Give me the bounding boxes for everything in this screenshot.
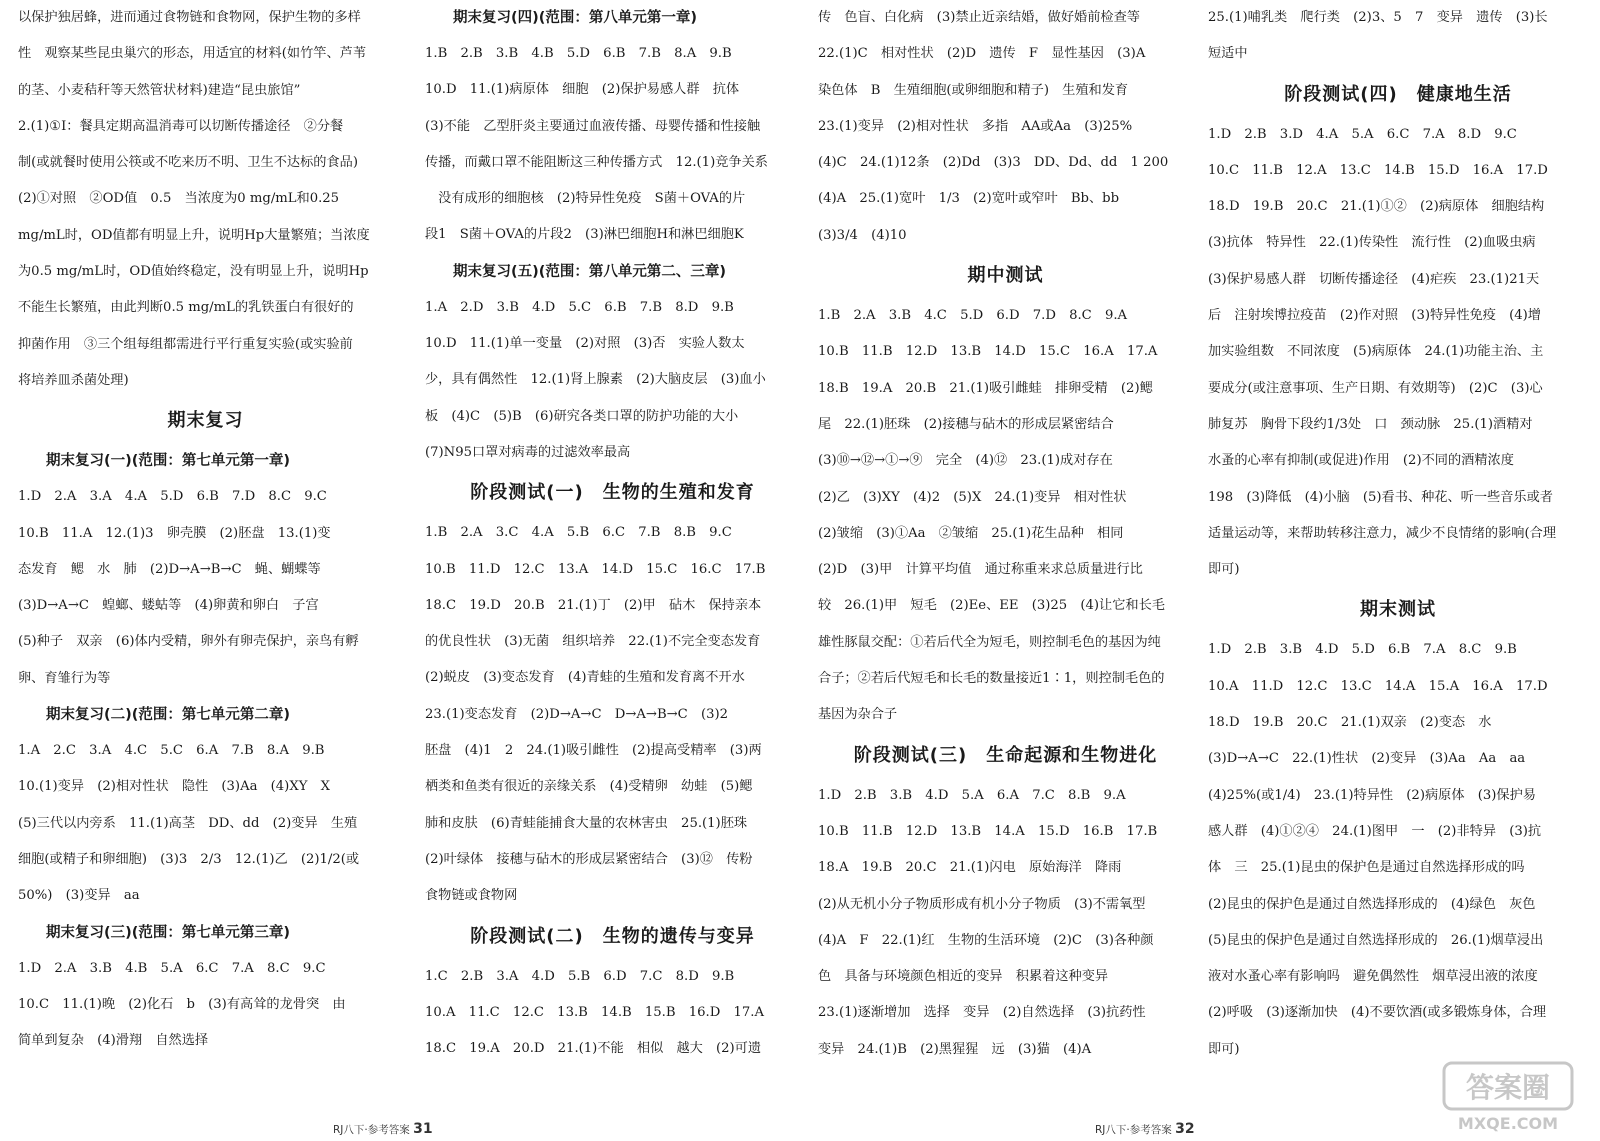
answer-line: 将培养皿杀菌处理) (18, 372, 129, 388)
answer-line: 合子；②若后代短毛和长毛的数量接近1∶1，则控制毛色的 (818, 671, 1165, 687)
answer-line: (5)三代以内旁系 11.(1)高茎 DD、dd (2)变异 生殖 (18, 815, 358, 831)
page-number: 32 (1175, 1121, 1195, 1137)
answer-line: 的优良性状 (3)无菌 组织培养 22.(1)不完全变态发育 (425, 634, 761, 650)
answer-line: 抑菌作用 ③三个组每组都需进行平行重复实验(或实验前 (18, 336, 353, 352)
answer-line: 的茎、小麦秸秆等天然管状材料)建造“昆虫旅馆” (18, 82, 301, 98)
answer-line: 传 色盲、白化病 (3)禁止近亲结婚，做好婚前检查等 (818, 10, 1140, 25)
answer-line: 雄性豚鼠交配：①若后代全为短毛，则控制毛色的基因为纯 (818, 634, 1161, 650)
answer-line: 10.B 11.D 12.C 13.A 14.D 15.C 16.C 17.B (425, 561, 766, 577)
answer-column-1 (18, 0, 393, 1141)
answer-line: (3)D→A→C 22.(1)性状 (2)变异 (3)Aa Aa aa (1208, 751, 1526, 767)
answer-line: 液对水蚤心率有影响吗 避免偶然性 烟草浸出液的浓度 (1208, 969, 1538, 985)
review-4-title: 期末复习(四)(范围：第八单元第一章) (453, 10, 698, 26)
answer-line: 1.A 2.C 3.A 4.C 5.C 6.A 7.B 8.A 9.B (18, 743, 325, 759)
stage-test-3-title: 阶段测试(三) 生命起源和生物进化 (853, 744, 1158, 766)
answer-line: (3)不能 乙型肝炎主要通过血液传播、母婴传播和性接触 (425, 118, 761, 134)
review-2-title: 期末复习(二)(范围：第七单元第二章) (46, 707, 291, 724)
answer-line: 体 三 25.(1)昆虫的保护色是通过自然选择形成的吗 (1208, 860, 1525, 876)
answer-line: 传播，而戴口罩不能阻断这三种传播方式 12.(1)竞争关系 (425, 154, 768, 170)
answer-line: 10.A 11.D 12.C 13.C 14.A 15.A 16.A 17.D (1208, 678, 1548, 694)
answer-line: (4)A 25.(1)宽叶 1/3 (2)宽叶或窄叶 Bb、bb (818, 191, 1120, 207)
answer-line: 10.B 11.B 12.D 13.B 14.A 15.D 16.B 17.B (818, 823, 1158, 839)
answer-line: 水蚤的心率有抑制(或促进)作用 (2)不同的酒精浓度 (1208, 453, 1514, 469)
page-number: 31 (413, 1121, 433, 1137)
watermark-logo (1438, 1057, 1578, 1137)
watermark-url: MXQE.COM (1457, 1114, 1559, 1133)
page-footer-right (1095, 1121, 1195, 1137)
answer-line: 段1 S菌＋OVA的片段2 (3)淋巴细胞H和淋巴细胞K (425, 227, 744, 243)
answer-line: (5)种子 双亲 (6)体内受精，卵外有卵壳保护，亲鸟有孵 (18, 634, 359, 650)
answer-line: (4)25%(或1/4) 23.(1)特异性 (2)病原体 (3)保护易 (1208, 787, 1536, 803)
page-footer-left (333, 1121, 433, 1137)
footer-label: RJ八下·参考答案 (333, 1124, 410, 1136)
answer-column-4 (1208, 0, 1588, 1141)
answer-line: 18.B 19.A 20.B 21.(1)吸引雌蛙 排卵受精 (2)鳃 (818, 380, 1153, 396)
answer-line: 1.B 2.B 3.B 4.B 5.D 6.B 7.B 8.A 9.B (425, 46, 732, 61)
answer-line: 性 观察某些昆虫巢穴的形态，用适宜的材料(如竹竿、芦苇 (18, 46, 367, 62)
answer-line: 18.C 19.D 20.B 21.(1)丁 (2)甲 砧木 保持亲本 (425, 597, 762, 613)
answer-line: 2.(1)①Ⅰ：餐具定期高温消毒可以切断传播途径 ②分餐 (18, 118, 344, 134)
stage-test-2-title: 阶段测试(二) 生物的遗传与变异 (470, 925, 755, 947)
answer-line: 卵、育雏行为等 (18, 670, 111, 686)
answer-line: 23.(1)逐渐增加 选择 变异 (2)自然选择 (3)抗药性 (818, 1005, 1146, 1021)
answer-line: 10.D 11.(1)单一变量 (2)对照 (3)否 实验人数太 (425, 336, 745, 352)
answer-line: 即可) (1208, 562, 1240, 578)
watermark-title: 答案圈 (1465, 1071, 1551, 1104)
answer-line: 肺和皮肤 (6)青蛙能捕食大量的农林害虫 25.(1)胚珠 (425, 815, 748, 831)
answer-line: 10.C 11.(1)晚 (2)化石 b (3)有高耸的龙骨突 由 (18, 996, 346, 1012)
answer-line: 22.(1)C 相对性状 (2)D 遗传 F 显性基因 (3)A (818, 46, 1146, 62)
answer-line: 简单到复杂 (4)滑翔 自然选择 (18, 1033, 209, 1049)
answer-line: 不能生长繁殖，由此判断0.5 mg/mL的乳铁蛋白有很好的 (18, 300, 354, 316)
answer-line: 制(或就餐时使用公筷或不吃来历不明、卫生不达标的食品) (18, 155, 358, 171)
answer-line: (2)从无机小分子物质形成有机小分子物质 (3)不需氧型 (818, 896, 1146, 912)
answer-line: (5)昆虫的保护色是通过自然选择形成的 26.(1)烟草浸出 (1208, 932, 1544, 948)
answer-line: 栖类和鱼类有很近的亲缘关系 (4)受精卵 幼蛙 (5)鳃 (425, 779, 753, 795)
answer-line: (3)保护易感人群 切断传播途径 (4)疟疾 23.(1)21天 (1208, 271, 1540, 287)
answer-line: (2)乙 (3)XY (4)2 (5)X 24.(1)变异 相对性状 (818, 489, 1127, 505)
answer-line: 10.C 11.B 12.A 13.C 14.B 15.D 16.A 17.D (1208, 162, 1548, 178)
answer-line: 18.C 19.A 20.D 21.(1)不能 相似 越大 (2)可遗 (425, 1041, 762, 1057)
answer-line: 25.(1)哺乳类 爬行类 (2)3、5 7 变异 遗传 (3)长 (1208, 10, 1548, 25)
answer-line: 没有成形的细胞核 (2)特异性免疫 S菌＋OVA的片 (425, 191, 746, 207)
review-5-title: 期末复习(五)(范围：第八单元第二、三章) (453, 263, 727, 280)
answer-line: 1.C 2.B 3.A 4.D 5.B 6.D 7.C 8.D 9.B (425, 968, 735, 984)
answer-line: 18.D 19.B 20.C 21.(1)①② (2)病原体 细胞结构 (1208, 199, 1545, 215)
answer-line: 少，具有偶然性 12.(1)肾上腺素 (2)大脑皮层 (3)血小 (425, 372, 766, 388)
answer-column-3 (818, 0, 1193, 1141)
answer-line: 肺复苏 胸骨下段约1/3处 口 颈动脉 25.(1)酒精对 (1208, 416, 1533, 432)
answer-line: 加实验组数 不同浓度 (5)病原体 24.(1)功能主治、主 (1208, 344, 1544, 360)
answer-line: (3)D→A→C 蝗螂、蝼蛄等 (4)卵黄和卵白 子宫 (18, 598, 319, 614)
stage-test-1-title: 阶段测试(一) 生物的生殖和发育 (470, 482, 755, 504)
final-test-title: 期末测试 (1360, 599, 1436, 621)
answer-line: 1.B 2.A 3.C 4.A 5.B 6.C 7.B 8.B 9.C (425, 525, 732, 541)
answer-line: 变异 24.(1)B (2)黑猩猩 远 (3)猫 (4)A (818, 1041, 1092, 1057)
answer-line: 1.D 2.A 3.A 4.A 5.D 6.B 7.D 8.C 9.C (18, 489, 327, 505)
answer-column-2 (425, 0, 800, 1141)
answer-line: (2)蜕皮 (3)变态发育 (4)青蛙的生殖和发育离不开水 (425, 670, 745, 686)
answer-line: 10.D 11.(1)病原体 细胞 (2)保护易感人群 抗体 (425, 82, 740, 98)
answer-line: 后 注射埃博拉疫苗 (2)作对照 (3)特异性免疫 (4)增 (1208, 308, 1541, 324)
answer-line: 18.A 19.B 20.C 21.(1)闪电 原始海洋 降雨 (818, 860, 1122, 876)
answer-line: 尾 22.(1)胚珠 (2)接穗与砧木的形成层紧密结合 (818, 416, 1114, 432)
review-1-title: 期末复习(一)(范围：第七单元第一章) (46, 453, 291, 470)
answer-line: 要成分(或注意事项、生产日期、有效期等) (2)C (3)心 (1208, 380, 1543, 396)
answer-line: 18.D 19.B 20.C 21.(1)双亲 (2)变态 水 (1208, 715, 1492, 731)
review-3-title: 期末复习(三)(范围：第七单元第三章) (46, 924, 291, 941)
answer-line: 50%) (3)变异 aa (18, 888, 140, 904)
answer-line: (2)叶绿体 接穗与砧木的形成层紧密结合 (3)⑫ 传粉 (425, 851, 753, 867)
answer-line: 细胞(或精子和卵细胞) (3)3 2/3 12.(1)乙 (2)1/2(或 (18, 851, 360, 867)
answer-line: (2)呼吸 (3)逐渐加快 (4)不要饮酒(或多锻炼身体，合理 (1208, 1005, 1547, 1021)
answer-line: 1.D 2.B 3.B 4.D 5.A 6.A 7.C 8.B 9.A (818, 787, 1126, 803)
answer-line: 1.A 2.D 3.B 4.D 5.C 6.B 7.B 8.D 9.B (425, 299, 734, 315)
answer-line: 短适中 (1208, 46, 1248, 62)
answer-line: 染色体 B 生殖细胞(或卵细胞和精子) 生殖和发育 (818, 82, 1129, 98)
midterm-test-title: 期中测试 (967, 265, 1044, 287)
answer-line: 198 (3)降低 (4)小脑 (5)看书、种花、听一些音乐或者 (1208, 489, 1553, 505)
answer-line: (3)抗体 特异性 22.(1)传染性 流行性 (2)血吸虫病 (1208, 235, 1536, 251)
answer-line: 即可) (1208, 1041, 1240, 1057)
footer-label: RJ八下·参考答案 (1095, 1124, 1172, 1136)
answer-line: 1.D 2.B 3.D 4.A 5.A 6.C 7.A 8.D 9.C (1208, 126, 1517, 142)
answer-line: (4)C 24.(1)12条 (2)Dd (3)3 DD、Dd、dd 1 200 (818, 155, 1169, 171)
answer-line: 板 (4)C (5)B (6)研究各类口罩的防护功能的大小 (425, 408, 739, 424)
answer-line: (2)昆虫的保护色是通过自然选择形成的 (4)绿色 灰色 (1208, 896, 1536, 912)
answer-line: mg/mL时，OD值都有明显上升，说明Hp大量繁殖；当浓度 (18, 227, 370, 243)
answer-line: 胚盘 (4)1 2 24.(1)吸引雌性 (2)提高受精率 (3)两 (425, 743, 762, 759)
answer-line: 10.B 11.A 12.(1)3 卵壳膜 (2)胚盘 13.(1)变 (18, 525, 331, 541)
answer-line: 1.D 2.A 3.B 4.B 5.A 6.C 7.A 8.C 9.C (18, 960, 326, 976)
answer-line: (7)N95口罩对病毒的过滤效率最高 (425, 444, 631, 460)
answer-line: (2)D (3)甲 计算平均值 通过称重来求总质量进行比 (818, 562, 1143, 578)
answer-line: 1.B 2.A 3.B 4.C 5.D 6.D 7.D 8.C 9.A (818, 308, 1128, 324)
answer-line: (2)①对照 ②OD值 0.5 当浓度为0 mg/mL和0.25 (18, 191, 340, 207)
answer-line: 色 具备与环境颜色相近的变异 积累着这种变异 (818, 969, 1109, 985)
section-title-final-review: 期末复习 (167, 410, 244, 432)
answer-line: 较 26.(1)甲 短毛 (2)Ee、EE (3)25 (4)让它和长毛 (818, 598, 1165, 614)
answer-line: 食物链或食物网 (425, 888, 518, 904)
answer-line: 态发育 鳃 水 肺 (2)D→A→B→C 蝇、蝴蝶等 (18, 561, 321, 577)
answer-line: 1.D 2.B 3.B 4.D 5.D 6.B 7.A 8.C 9.B (1208, 642, 1517, 658)
answer-line: (3)3/4 (4)10 (818, 227, 907, 243)
answer-line: 以保护独居蜂，进而通过食物链和食物网，保护生物的多样 (18, 10, 361, 25)
answer-line: (2)皱缩 (3)①Aa ②皱缩 25.(1)花生品种 相同 (818, 525, 1124, 541)
answer-line: 感人群 (4)①②④ 24.(1)图甲 一 (2)非特异 (3)抗 (1208, 823, 1542, 839)
answer-line: 10.A 11.C 12.C 13.B 14.B 15.B 16.D 17.A (425, 1004, 764, 1020)
answer-line: 23.(1)变态发育 (2)D→A→C D→A→B→C (3)2 (425, 706, 729, 722)
answer-line: 基因为杂合子 (818, 707, 898, 723)
answer-line: 10.B 11.B 12.D 13.B 14.D 15.C 16.A 17.A (818, 344, 1158, 360)
answer-line: (3)⑩→⑫→①→⑨ 完全 (4)⑫ 23.(1)成对存在 (818, 453, 1113, 469)
answer-line: 10.(1)变异 (2)相对性状 隐性 (3)Aa (4)XY X (18, 779, 330, 795)
answer-line: 为0.5 mg/mL时，OD值始终稳定，没有明显上升，说明Hp (18, 264, 369, 280)
stage-test-4-title: 阶段测试(四) 健康地生活 (1284, 83, 1512, 105)
answer-line: (4)A F 22.(1)红 生物的生活环境 (2)C (3)各种颜 (818, 932, 1154, 948)
answer-line: 适量运动等，来帮助转移注意力，减少不良情绪的影响(合理 (1208, 525, 1557, 541)
answer-line: 23.(1)变异 (2)相对性状 多指 AA或Aa (3)25% (818, 118, 1133, 134)
